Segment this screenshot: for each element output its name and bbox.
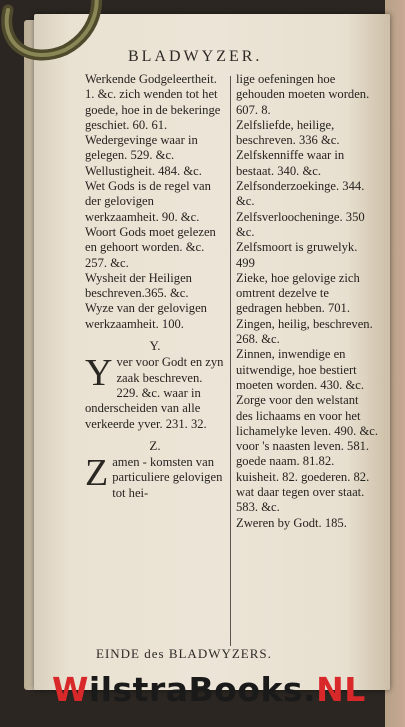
- right-index-column: [236, 72, 378, 531]
- section-heading-y: Y.: [149, 338, 161, 354]
- index-entry: Zweren by Godt. 185.: [236, 515, 347, 530]
- index-entry: Zelfsliefde, heilige, beschreven. 336 &c.: [236, 117, 340, 148]
- index-entry: Zelfskenniffe waar in bestaat. 340. &c.: [236, 148, 345, 178]
- index-entry: Zelfsmoort is gruwelyk. 499: [236, 240, 358, 270]
- watermark-nl: NL: [316, 670, 366, 709]
- index-entry: Woort Gods moet gelezen en gehoort worden. &c. 257. &c.: [85, 224, 216, 270]
- page-footer: EINDE des BLADWYZERS.: [96, 646, 272, 661]
- index-entry: Zelfsverloocheninge. 350 &c.: [236, 209, 365, 239]
- left-index-column: [85, 72, 225, 501]
- section-heading-z: Z.: [149, 437, 161, 453]
- watermark-middle: ilstraBooks.: [88, 670, 317, 709]
- index-entry: Zelfsonderzoekinge. 344. &c.: [236, 179, 365, 209]
- index-entry-text: ver voor Godt en zyn zaak beschreven. 229. &c. waar in onderscheiden van alle verkeerde yver. 231. 32.: [85, 355, 224, 431]
- index-entry: Wyze van der gelovigen werkzaamheit. 100.: [85, 301, 207, 331]
- index-entry: Wellustigheit. 484. &c.: [85, 163, 202, 178]
- index-entry: lige oefeningen hoe gehouden moeten worden. 607. 8.: [236, 72, 370, 117]
- index-entry: Zorge voor den welstant des lichaams en voor het lichamelyke leven. 490. &c. voor 's naasten leven. 581. goede naam. 81.82. kuisheit. 82. goederen. 82. wat daar tegen over staat. 583. &c.: [236, 393, 378, 515]
- binder-ring-icon: [0, 0, 120, 80]
- index-entry: Wedergevinge waar in gelegen. 529. &c.: [85, 133, 198, 163]
- index-entry: Wysheit der Heiligen beschreven.365. &c.: [85, 270, 192, 301]
- column-divider: [230, 76, 231, 646]
- index-entry: Zinnen, inwendige en uitwendige, hoe bestiert moeten worden. 430. &c.: [236, 347, 365, 392]
- drop-cap-y: Y: [85, 352, 113, 395]
- index-entry: Wet Gods is de regel van der gelovigen werkzaamheit. 90. &c.: [85, 179, 211, 224]
- index-entry-text: amen - komsten van particuliere gelovigen tot hei-: [112, 455, 223, 500]
- index-entry: Zingen, heilig, beschreven. 268. &c.: [236, 316, 373, 347]
- index-entry: Werkende Godgeleertheit. 1. &c. zich wenden tot het goede, hoe in de bekeringe geschiet. 60. 61.: [85, 72, 221, 132]
- section-z-entry: [85, 452, 225, 501]
- page-header: BLADWYZER.: [128, 48, 263, 65]
- drop-cap-z: Z: [85, 452, 109, 495]
- index-entry: Zieke, hoe gelovige zich omtrent dezelve te gedragen hebben. 701.: [236, 270, 360, 316]
- section-y-entry: [85, 352, 225, 431]
- watermark-logo: [52, 670, 372, 709]
- watermark-w: W: [52, 670, 89, 709]
